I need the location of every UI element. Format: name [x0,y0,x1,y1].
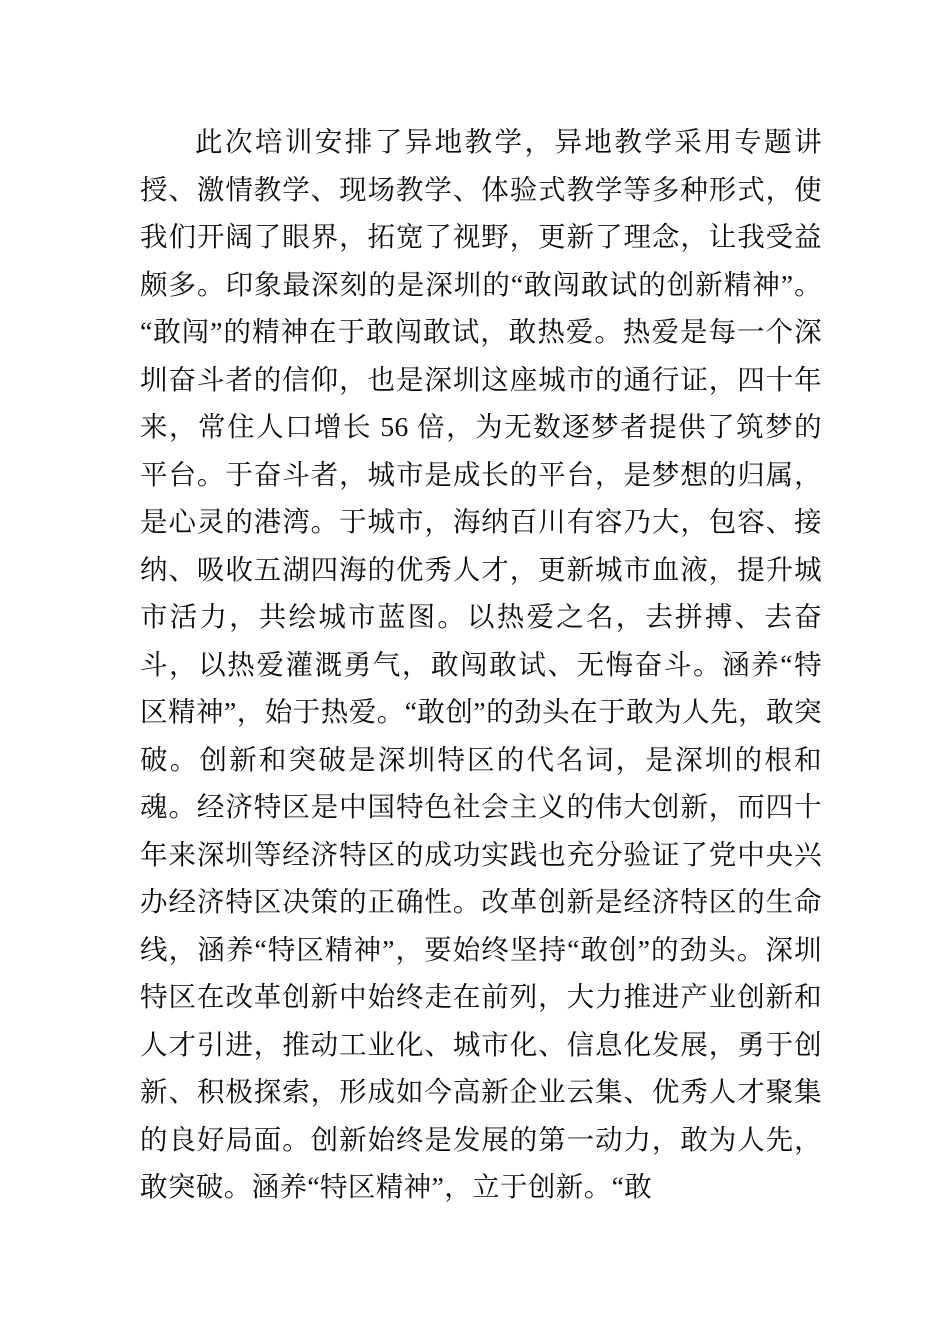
body-paragraph: 此次培训安排了异地教学，异地教学采用专题讲授、激情教学、现场教学、体验式教学等多种形式，使我们开阔了眼界，拓宽了视野，更新了理念，让我受益颇多。印象最深刻的是深圳的“敢闯敢试的创新精神”。“敢闯”的精神在于敢闯敢试，敢热爱。热爱是每一个深圳奋斗者的信仰，也是深圳这座城市的通行证，四十年来，常住人口增长 56 倍，为无数逐梦者提供了筑梦的平台。于奋斗者，城市是成长的平台，是梦想的归属，是心灵的港湾。于城市，海纳百川有容乃大，包容、接纳、吸收五湖四海的优秀人才，更新城市血液，提升城市活力，共绘城市蓝图。以热爱之名，去拼搏、去奋斗，以热爱灌溉勇气，敢闯敢试、无悔奋斗。涵养“特区精神”，始于热爱。“敢创”的劲头在于敢为人先，敢突破。创新和突破是深圳特区的代名词，是深圳的根和魂。经济特区是中国特色社会主义的伟大创新，而四十年来深圳等经济特区的成功实践也充分验证了党中央兴办经济特区决策的正确性。改革创新是经济特区的生命线，涵养“特区精神”，要始终坚持“敢创”的劲头。深圳特区在改革创新中始终走在前列，大力推进产业创新和人才引进，推动工业化、城市化、信息化发展，勇于创新、积极探索，形成如今高新企业云集、优秀人才聚集的良好局面。创新始终是发展的第一动力，敢为人先，敢突破。涵养“特区精神”，立于创新。“敢 [140,126,822,1202]
document-body [140,118,822,1211]
